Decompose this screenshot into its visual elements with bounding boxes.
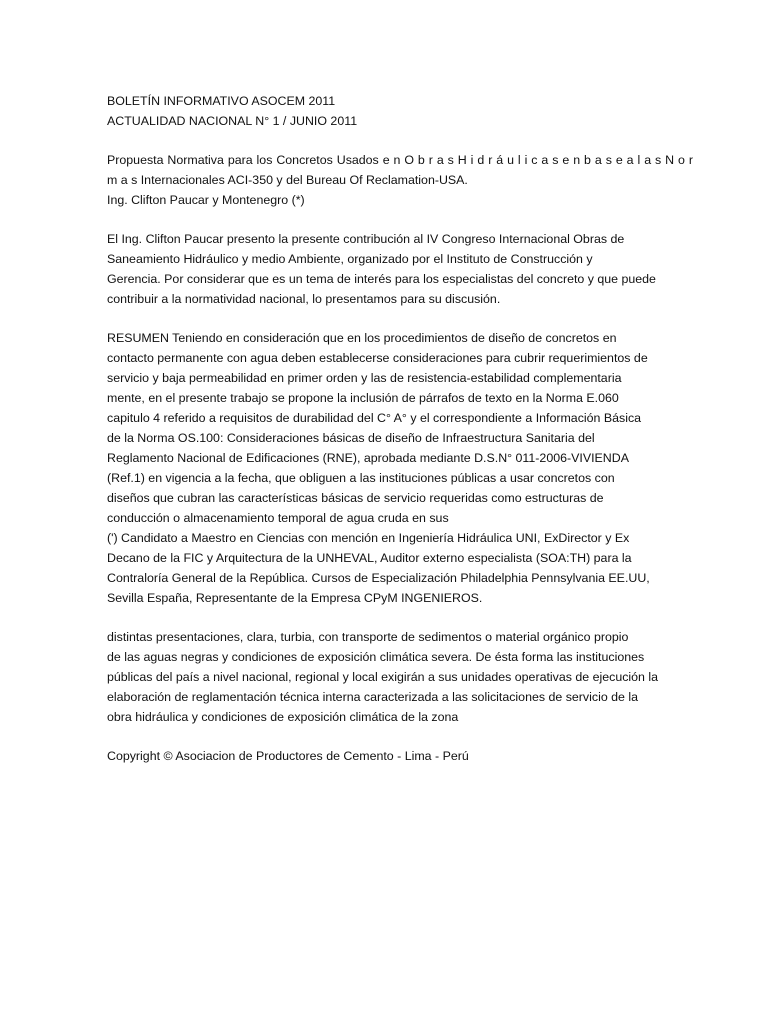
footnote-line: Decano de la FIC y Arquitectura de la UNHEVAL, Auditor externo especialista (SOA:TH) para la xyxy=(107,551,632,565)
resumen-line: de la Norma OS.100: Consideraciones básicas de diseño de Infraestructura Sanitaria del xyxy=(107,431,595,445)
continuation-line: de las aguas negras y condiciones de exposición climática severa. De ésta forma las instituciones xyxy=(107,650,645,664)
proposal-title-line-2: m a s Internacionales ACI-350 y del Bureau Of Reclamation-USA. xyxy=(107,173,468,187)
author-line: Ing. Clifton Paucar y Montenegro (*) xyxy=(107,193,305,207)
continuation-line: elaboración de reglamentación técnica interna caracterizada a las solicitaciones de servicio de la xyxy=(107,690,639,704)
resumen-line: (Ref.1) en vigencia a la fecha, que obliguen a las instituciones públicas a usar concretos con xyxy=(107,471,615,485)
resumen-line: conducción o almacenamiento temporal de agua cruda en sus xyxy=(107,511,449,525)
footnote-line: Contraloría General de la República. Cursos de Especialización Philadelphia Pennsylvania EE.UU, xyxy=(107,571,650,585)
copyright-text: Copyright © Asociacion de Productores de Cemento - Lima - Perú xyxy=(107,749,469,763)
resumen-line: capitulo 4 referido a requisitos de durabilidad del C° A° y el correspondiente a Información Básica xyxy=(107,411,642,425)
resumen-paragraph xyxy=(107,328,693,608)
continuation-line: obra hidráulica y condiciones de exposición climática de la zona xyxy=(107,710,459,724)
resumen-line: mente, en el presente trabajo se propone la inclusión de párrafos de texto en la Norma E.060 xyxy=(107,391,619,405)
document-page xyxy=(107,91,693,785)
copyright-notice xyxy=(107,746,693,766)
footnote-line: (') Candidato a Maestro en Ciencias con mención en Ingeniería Hidráulica UNI, ExDirector y Ex xyxy=(107,531,630,545)
resumen-line: Reglamento Nacional de Edificaciones (RNE), aprobada mediante D.S.N° 011-2006-VIVIENDA xyxy=(107,451,629,465)
bulletin-header xyxy=(107,91,693,131)
bulletin-title: BOLETÍN INFORMATIVO ASOCEM 2011 xyxy=(107,94,336,108)
continuation-line: distintas presentaciones, clara, turbia, con transporte de sedimentos o material orgánico propio xyxy=(107,630,629,644)
resumen-line: servicio y baja permeabilidad en primer orden y las de resistencia-estabilidad complementaria xyxy=(107,371,622,385)
continuation-paragraph xyxy=(107,627,693,727)
intro-paragraph xyxy=(107,229,693,309)
intro-line: Saneamiento Hidráulico y medio Ambiente, organizado por el Instituto de Construcción y xyxy=(107,252,593,266)
proposal-title-line-1: Propuesta Normativa para los Concretos Usados e n O b r a s H i d r á u l i c a s e n b a s e a l a s N o r xyxy=(107,153,693,167)
resumen-line: RESUMEN Teniendo en consideración que en los procedimientos de diseño de concretos en xyxy=(107,331,617,345)
intro-line: Gerencia. Por considerar que es un tema de interés para los especialistas del concreto y que puede xyxy=(107,272,656,286)
resumen-line: contacto permanente con agua deben establecerse consideraciones para cubrir requerimientos de xyxy=(107,351,648,365)
bulletin-edition: ACTUALIDAD NACIONAL N° 1 / JUNIO 2011 xyxy=(107,114,358,128)
intro-line: El Ing. Clifton Paucar presento la presente contribución al IV Congreso Internacional Obras de xyxy=(107,232,625,246)
intro-line: contribuir a la normatividad nacional, lo presentamos para su discusión. xyxy=(107,292,501,306)
resumen-line: diseños que cubran las características básicas de servicio requeridas como estructuras de xyxy=(107,491,604,505)
footnote-line: Sevilla España, Representante de la Empresa CPyM INGENIEROS. xyxy=(107,591,483,605)
proposal-heading xyxy=(107,150,693,210)
continuation-line: públicas del país a nivel nacional, regional y local exigirán a sus unidades operativas de ejecución la xyxy=(107,670,659,684)
